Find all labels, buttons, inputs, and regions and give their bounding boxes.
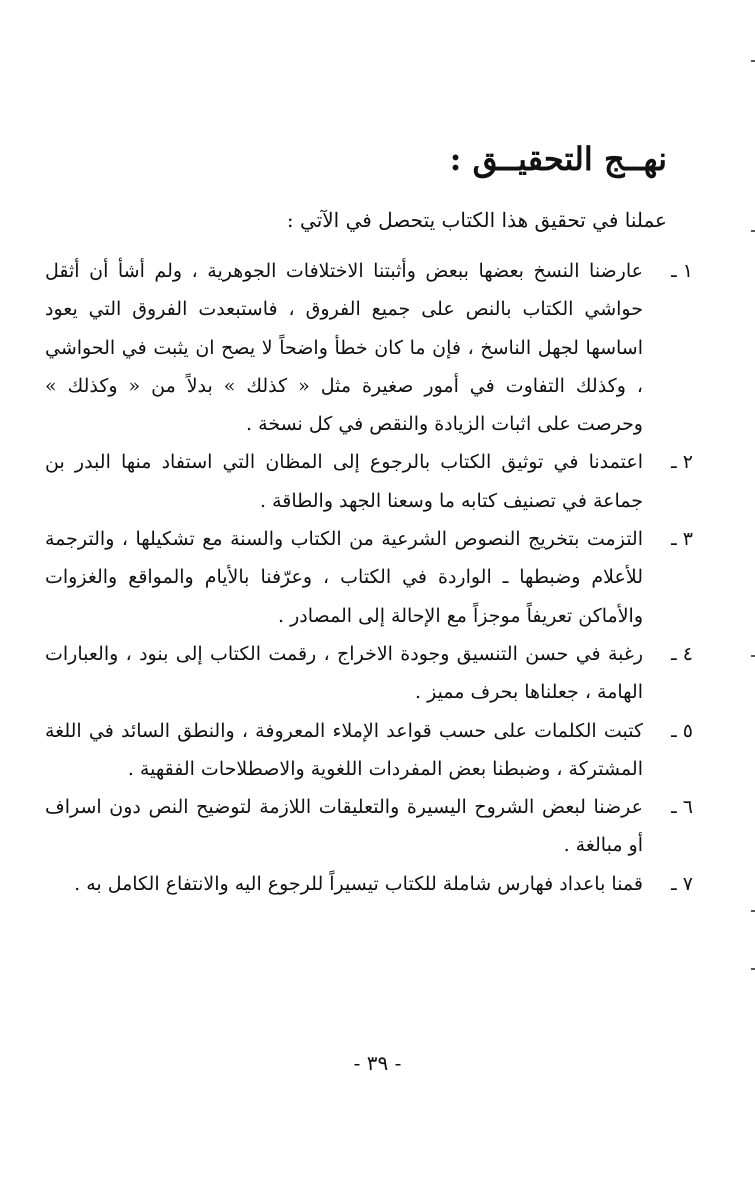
scan-edge-mark (751, 230, 755, 232)
scan-edge-mark (751, 655, 755, 657)
item-text: اعتمدنا في توثيق الكتاب بالرجوع إلى المظان التي استفاد منها البدر بن جماعة في تصنيف كتابه ما وسعنا الجهد والطاقة . (45, 451, 643, 512)
scan-edge-mark (751, 910, 755, 912)
list-item (45, 520, 693, 635)
item-number: ١ ـ (671, 260, 693, 282)
item-text: كتبت الكلمات على حسب قواعد الإملاء المعروفة ، والنطق السائد في اللغة المشتركة ، وضبطنا بعض المفردات اللغوية والاصطلاحات الفقهية . (45, 719, 643, 780)
section-heading: نهــج التحقيــق : (449, 140, 667, 178)
item-text: قمنا باعداد فهارس شاملة للكتاب تيسيراً للرجوع اليه والانتفاع الكامل به . (74, 872, 643, 895)
scan-edge-mark (751, 60, 755, 62)
item-text: رغبة في حسن التنسيق وجودة الاخراج ، رقمت الكتاب إلى بنود ، والعبارات الهامة ، جعلناها بحرف مميز . (45, 642, 643, 704)
item-text: عرضنا لبعض الشروح اليسيرة والتعليقات اللازمة لتوضيح النص دون اسراف أو مبالغة . (45, 796, 643, 857)
item-number: ٤ ـ (671, 642, 693, 665)
list-item (45, 635, 693, 712)
intro-paragraph: عملنا في تحقيق هذا الكتاب يتحصل في الآتي : (286, 208, 667, 232)
methodology-list (45, 252, 693, 903)
list-item (45, 865, 693, 903)
scan-edge-mark (751, 968, 755, 970)
list-item (45, 788, 693, 865)
item-text: عارضنا النسخ بعضها ببعض وأثبتنا الاختلافات الجوهرية ، ولم أشأ أن أثقل حواشي الكتاب بالنص على جميع الفروق ، فاستبعدت الفروق التي يعود اساسها لجهل الناسخ ، فإن ما كان خطأ واضحاً لا يصح ان يثبت في الحواشي ، وكذلك التفاوت في أمور صغيرة مثل « كذلك » بدلاً من « وكذلك » وحرصت على اثبات الزيادة والنقص في كل نسخة . (45, 260, 643, 436)
list-item (45, 443, 693, 520)
page-number: - ٣٩ - (353, 1051, 402, 1075)
item-text: التزمت بتخريج النصوص الشرعية من الكتاب والسنة مع تشكيلها ، والترجمة للأعلام وضبطها ـ الواردة في الكتاب ، وعرّفنا بالأيام والمواقع والغزوات والأماكن تعريفاً موجزاً مع الإحالة إلى المصادر . (45, 528, 643, 627)
item-number: ٦ ـ (671, 796, 693, 819)
item-number: ٢ ـ (671, 451, 693, 474)
list-item (45, 252, 693, 443)
item-number: ٧ ـ (671, 872, 693, 895)
item-number: ٥ ـ (671, 719, 693, 742)
list-item (45, 712, 693, 789)
item-number: ٣ ـ (671, 528, 693, 551)
